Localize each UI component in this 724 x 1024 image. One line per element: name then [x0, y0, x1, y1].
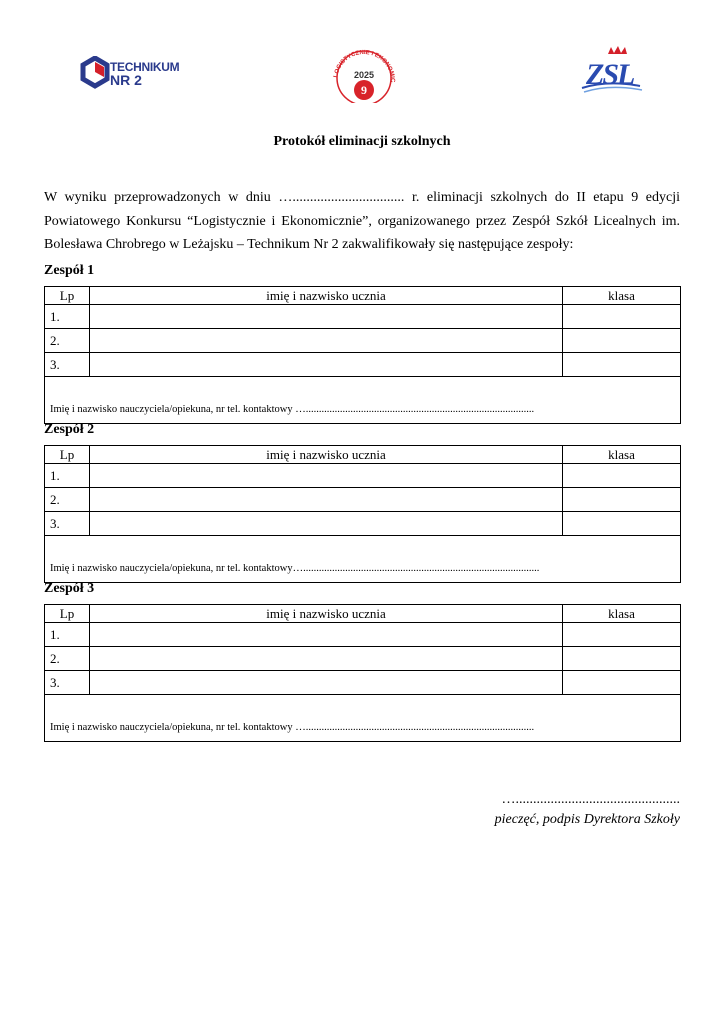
team-heading: Zespół 2 — [44, 422, 95, 437]
table-row — [45, 329, 681, 353]
table-row — [45, 623, 681, 647]
teacher-row — [45, 377, 681, 424]
lp-cell: 1. — [45, 464, 90, 488]
klasa-cell[interactable] — [563, 464, 681, 488]
signature-line[interactable]: …............................................... — [501, 792, 680, 807]
technikum-logo-line1: TECHNIKUM — [110, 60, 180, 74]
klasa-cell[interactable] — [563, 623, 681, 647]
table-row — [45, 464, 681, 488]
signature-caption: pieczęć, podpis Dyrektora Szkoły — [494, 812, 680, 827]
svg-text:LOGISTYCZNIE I EKONOMICZNIE: LOGISTYCZNIE I EKONOMIC — [333, 49, 396, 83]
teacher-row — [45, 695, 681, 742]
klasa-header: klasa — [563, 287, 681, 305]
contest-seal-icon — [327, 45, 401, 103]
name-cell[interactable] — [90, 464, 563, 488]
lp-cell: 2. — [45, 488, 90, 512]
klasa-cell[interactable] — [563, 488, 681, 512]
table-row — [45, 671, 681, 695]
name-header: imię i nazwisko ucznia — [90, 446, 563, 464]
name-cell[interactable] — [90, 353, 563, 377]
table-row — [45, 512, 681, 536]
technikum-emblem-icon — [80, 56, 110, 90]
klasa-cell[interactable] — [563, 329, 681, 353]
team-heading: Zespół 1 — [44, 263, 95, 278]
teacher-info-cell[interactable]: Imię i nazwisko nauczyciela/opiekuna, nr tel. kontaktowy …....................................................................................... — [45, 377, 681, 424]
name-cell[interactable] — [90, 329, 563, 353]
lp-cell: 2. — [45, 329, 90, 353]
lp-cell: 1. — [45, 623, 90, 647]
lp-cell: 3. — [45, 512, 90, 536]
table-header-row — [45, 446, 681, 464]
svg-text:2025: 2025 — [353, 70, 375, 80]
klasa-header: klasa — [563, 605, 681, 623]
lp-header: Lp — [45, 605, 90, 623]
table-row — [45, 488, 681, 512]
technikum-logo-line2: NR 2 — [110, 72, 142, 88]
teacher-info-cell[interactable]: Imię i nazwisko nauczyciela/opiekuna, nr tel. kontaktowy …....................................................................................... — [45, 695, 681, 742]
intro-text: W wyniku przeprowadzonych w dniu …................................ r. eliminacji szkolnych do II etapu 9 edycji Powiatowego Konkursu “Logistycznie i Ekonomicznie”, organizowanego przez Zespół Szkół Licealnych im. Bolesława Chrobrego w Leżajsku – Technikum Nr 2 zakwalifikowały się następujące zespoły: — [44, 190, 680, 252]
intro-paragraph — [44, 186, 680, 257]
name-cell[interactable] — [90, 623, 563, 647]
lp-cell: 3. — [45, 353, 90, 377]
table-header-row — [45, 605, 681, 623]
teacher-info-cell[interactable]: Imię i nazwisko nauczyciela/opiekuna, nr tel. kontaktowy….......................................................................................... — [45, 536, 681, 583]
signature-block — [495, 790, 680, 830]
klasa-cell[interactable] — [563, 647, 681, 671]
table-row — [45, 647, 681, 671]
name-cell[interactable] — [90, 305, 563, 329]
klasa-header: klasa — [563, 446, 681, 464]
team-table — [44, 604, 681, 742]
team-table — [44, 286, 681, 424]
teacher-row — [45, 536, 681, 583]
lp-cell: 1. — [45, 305, 90, 329]
team-table — [44, 445, 681, 583]
lp-cell: 2. — [45, 647, 90, 671]
svg-text:9: 9 — [361, 83, 367, 97]
contest-logo — [327, 45, 401, 103]
lp-cell: 3. — [45, 671, 90, 695]
zsl-logo-text: ZSL — [586, 58, 634, 91]
klasa-cell[interactable] — [563, 305, 681, 329]
name-cell[interactable] — [90, 647, 563, 671]
team-heading: Zespół 3 — [44, 581, 95, 596]
name-header: imię i nazwisko ucznia — [90, 605, 563, 623]
lp-header: Lp — [45, 446, 90, 464]
technikum-logo — [80, 56, 190, 98]
klasa-cell[interactable] — [563, 512, 681, 536]
name-cell[interactable] — [90, 512, 563, 536]
name-cell[interactable] — [90, 488, 563, 512]
klasa-cell[interactable] — [563, 671, 681, 695]
zsl-logo — [578, 44, 648, 96]
table-header-row — [45, 287, 681, 305]
table-row — [45, 353, 681, 377]
table-row — [45, 305, 681, 329]
lp-header: Lp — [45, 287, 90, 305]
name-header: imię i nazwisko ucznia — [90, 287, 563, 305]
document-title: Protokół eliminacji szkolnych — [273, 134, 451, 149]
klasa-cell[interactable] — [563, 353, 681, 377]
name-cell[interactable] — [90, 671, 563, 695]
